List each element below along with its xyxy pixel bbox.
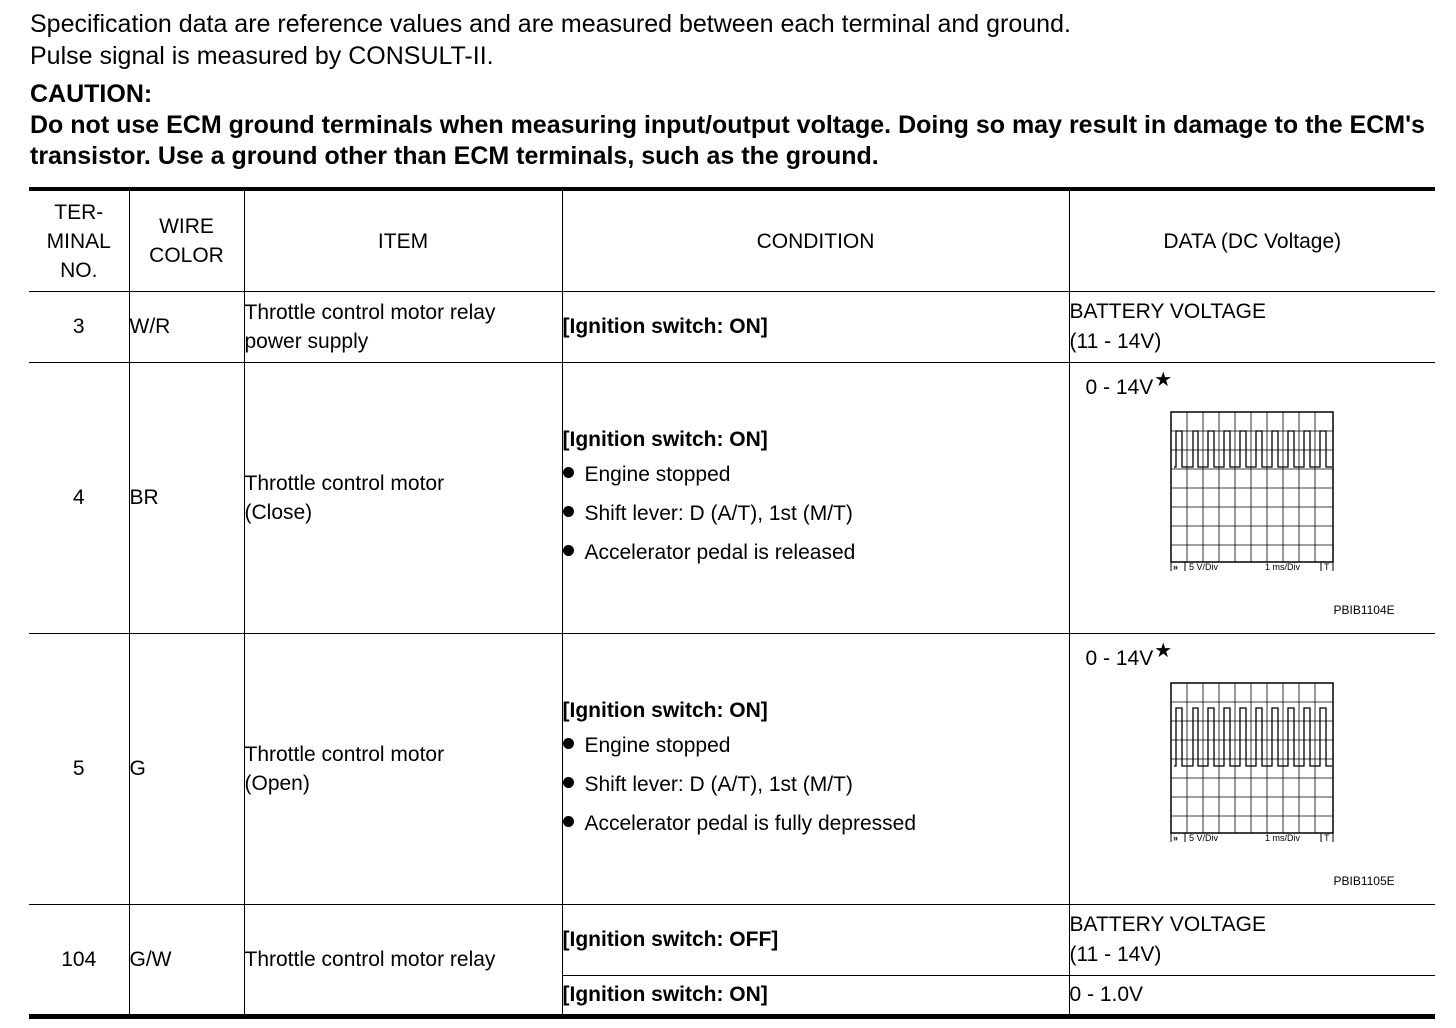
bullet-dot-icon <box>563 738 574 749</box>
data-value <box>1085 369 1173 400</box>
terminal-no: 3 <box>29 292 129 363</box>
item-line: Throttle control motor <box>244 743 445 766</box>
table-header-row <box>29 189 1435 292</box>
condition-cell <box>562 905 1069 976</box>
bullet-dot-icon <box>563 816 574 827</box>
condition-cell <box>562 292 1069 363</box>
condition-bullet <box>563 494 1069 533</box>
bullet-text: Accelerator pedal is released <box>584 540 856 564</box>
scope-t-label: T <box>1323 833 1329 842</box>
pulse-note-line: Pulse signal is measured by CONSULT-II. <box>30 42 494 70</box>
data-cell <box>1069 905 1435 976</box>
condition-cell <box>562 634 1069 905</box>
header-terminal-l1: TER- <box>54 200 104 224</box>
bullet-text: Engine stopped <box>584 733 731 757</box>
spec-note-line: Specification data are reference values and are measured between each terminal and ground. <box>30 10 1071 38</box>
table-row <box>29 363 1435 634</box>
terminal-no: 104 <box>29 905 129 1017</box>
bullet-text: Shift lever: D (A/T), 1st (M/T) <box>584 501 853 525</box>
terminal-no: 5 <box>29 634 129 905</box>
condition-bullet <box>563 455 1069 494</box>
condition-cell <box>562 976 1069 1017</box>
scope-t-label: T <box>1323 562 1329 571</box>
caution-title: CAUTION: <box>30 80 153 108</box>
data-text: 0 - 14V <box>1085 647 1154 670</box>
item-line: (Close) <box>244 501 313 524</box>
header-terminal-l2: MINAL <box>46 229 111 253</box>
intro-block <box>30 8 1440 172</box>
data-cell <box>1069 292 1435 363</box>
data-cell <box>1069 363 1435 634</box>
header-wire-l1: WIRE <box>159 215 214 238</box>
header-data: DATA (DC Voltage) <box>1069 189 1435 292</box>
scope-arrow-icon: » <box>1172 833 1178 842</box>
scope-volt-label: 5 V/Div <box>1188 562 1218 571</box>
caution-text: Do not use ECM ground terminals when measuring input/output voltage. Doing so may result in damage to the ECM's transistor. Use a ground other than ECM terminals, such as the ground. <box>30 111 1425 170</box>
bullet-text: Accelerator pedal is fully depressed <box>584 811 917 835</box>
header-terminal-l3: NO. <box>60 258 98 282</box>
table-row <box>29 905 1435 976</box>
condition-bullet <box>563 765 1069 804</box>
wire-color: G/W <box>129 905 244 1017</box>
header-condition: CONDITION <box>562 189 1069 292</box>
scope-arrow-icon: » <box>1172 562 1178 571</box>
header-item: ITEM <box>244 189 562 292</box>
oscilloscope-waveform <box>1170 411 1336 571</box>
item-line: power supply <box>244 330 369 353</box>
data-cell <box>1069 634 1435 905</box>
header-wire-l2: COLOR <box>149 244 224 267</box>
oscilloscope-waveform <box>1170 682 1336 842</box>
data-cell: 0 - 1.0V <box>1069 976 1435 1017</box>
header-wire-color <box>129 189 244 292</box>
item-cell <box>244 634 562 905</box>
data-value <box>1085 640 1173 671</box>
figure-id: PBIB1105E <box>1333 874 1395 888</box>
wire-color: BR <box>129 363 244 634</box>
condition-head: [Ignition switch: ON] <box>562 983 768 1006</box>
data-text: 0 - 14V <box>1085 376 1154 399</box>
item-line: (Open) <box>244 772 310 795</box>
bullet-dot-icon <box>563 777 574 788</box>
bullet-dot-icon <box>563 467 574 478</box>
condition-head: [Ignition switch: ON] <box>562 427 768 451</box>
condition-bullet <box>563 533 1069 572</box>
condition-head: [Ignition switch: ON] <box>562 698 768 722</box>
bullet-text: Engine stopped <box>584 462 731 486</box>
figure-id: PBIB1104E <box>1333 603 1395 617</box>
item-line: Throttle control motor <box>244 472 445 495</box>
condition-bullet <box>563 804 1069 843</box>
condition-head: [Ignition switch: ON] <box>562 315 768 338</box>
star-icon: ★ <box>1154 369 1173 391</box>
condition-cell <box>562 363 1069 634</box>
bullet-dot-icon <box>563 506 574 517</box>
data-line: BATTERY VOLTAGE <box>1069 300 1266 323</box>
wire-color: W/R <box>129 292 244 363</box>
scope-volt-label: 5 V/Div <box>1188 833 1218 842</box>
scope-time-label: 1 ms/Div <box>1264 562 1300 571</box>
item-line: Throttle control motor relay <box>244 301 496 324</box>
scope-time-label: 1 ms/Div <box>1264 833 1300 842</box>
condition-head: [Ignition switch: OFF] <box>562 928 779 951</box>
bullet-text: Shift lever: D (A/T), 1st (M/T) <box>584 772 853 796</box>
data-line: (11 - 14V) <box>1069 330 1162 353</box>
terminal-spec-table <box>29 187 1435 1019</box>
wire-color: G <box>129 634 244 905</box>
condition-bullet <box>563 726 1069 765</box>
data-line: BATTERY VOLTAGE <box>1069 913 1266 936</box>
table-row <box>29 634 1435 905</box>
data-line: (11 - 14V) <box>1069 943 1162 966</box>
header-terminal-no <box>29 189 129 292</box>
star-icon: ★ <box>1154 640 1173 662</box>
terminal-no: 4 <box>29 363 129 634</box>
bullet-dot-icon <box>563 545 574 556</box>
item-cell <box>244 292 562 363</box>
item-cell <box>244 363 562 634</box>
table-row <box>29 292 1435 363</box>
item-cell: Throttle control motor relay <box>244 905 562 1017</box>
